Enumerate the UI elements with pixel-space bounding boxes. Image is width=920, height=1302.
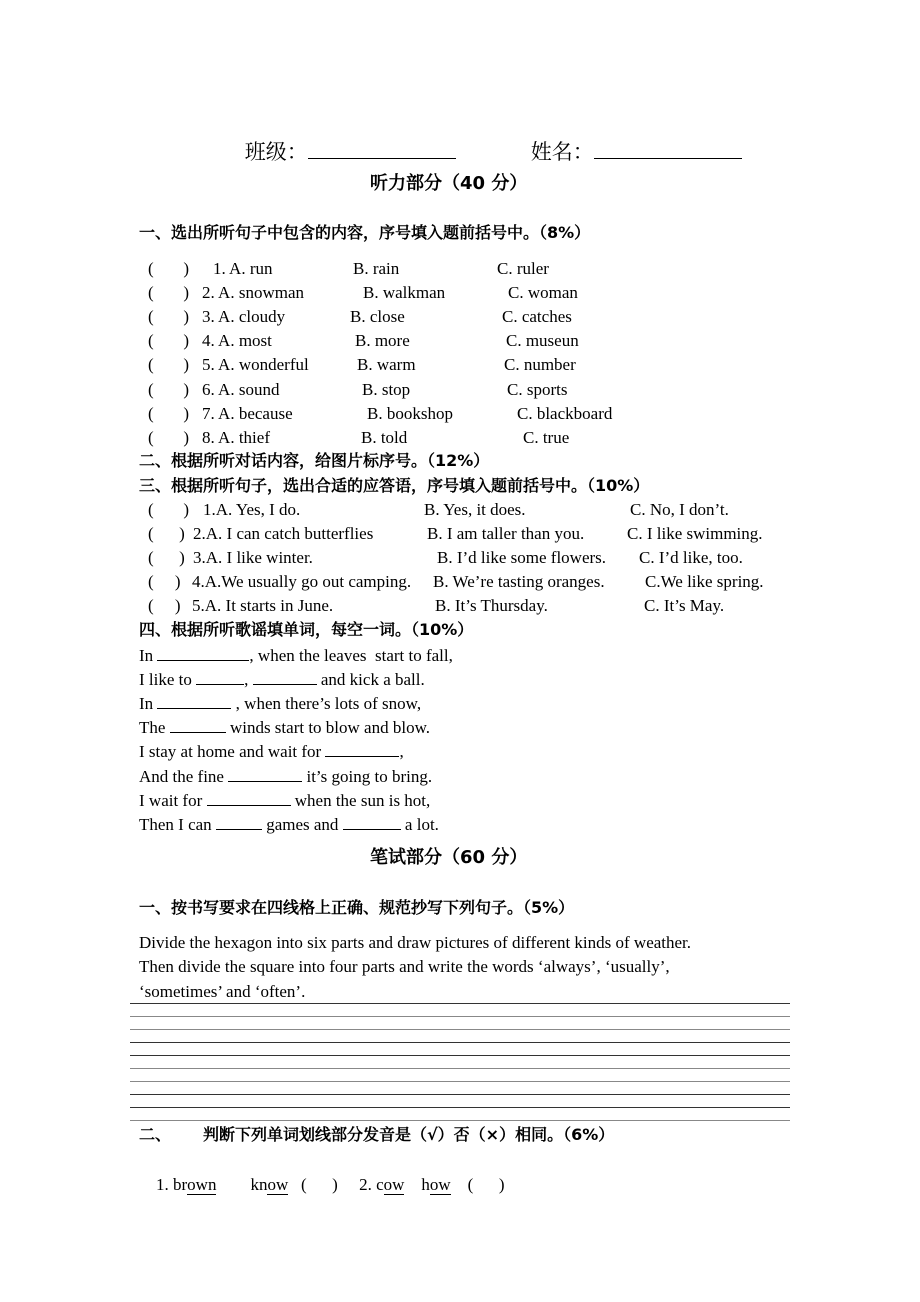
song-line — [139, 813, 439, 835]
question-option-b: B. close — [350, 307, 405, 327]
song-line — [139, 740, 404, 762]
response-option-c: C.We like spring. — [645, 572, 764, 592]
word: cow — [376, 1175, 405, 1194]
question-option-a: 5. A. wonderful — [202, 355, 309, 375]
song-text: And the fine — [139, 766, 229, 786]
question-option-b: B. bookshop — [367, 403, 453, 423]
song-text: I like to — [139, 670, 197, 690]
question-option-a: 1. A. run — [213, 259, 273, 278]
class-label: 班级： — [244, 140, 308, 164]
answer-bracket[interactable]: ( ) — [148, 596, 181, 616]
response-option-b: B. Yes, it does. — [424, 500, 526, 519]
fill-blank[interactable] — [170, 716, 226, 733]
answer-bracket[interactable]: ( ) — [148, 259, 190, 278]
question-option-c: C. number — [504, 355, 576, 375]
listening-title: 听力部分（40 分） — [370, 173, 528, 194]
response-option-a: 1.A. Yes, I do. — [203, 500, 301, 519]
word: how — [421, 1175, 451, 1194]
question-option-b: B. warm — [357, 355, 416, 375]
song-line — [139, 644, 453, 666]
grid-line — [130, 1081, 790, 1082]
song-text: when the sun is hot, — [290, 790, 431, 810]
fill-blank[interactable] — [228, 765, 302, 782]
answer-bracket[interactable]: ( ) — [148, 379, 190, 399]
answer-bracket[interactable]: ( ) — [300, 1175, 338, 1194]
answer-bracket[interactable]: ( ) — [148, 548, 185, 568]
fill-blank[interactable] — [207, 789, 291, 806]
copy-text-line: Divide the hexagon into six parts and draw pictures of different kinds of weather. — [139, 933, 692, 952]
answer-bracket[interactable]: ( ) — [148, 524, 185, 544]
answer-bracket[interactable]: ( ) — [148, 355, 190, 375]
answer-bracket[interactable]: ( ) — [148, 307, 190, 327]
song-text: winds start to blow and blow. — [225, 718, 430, 738]
response-option-b: B. We’re tasting oranges. — [433, 572, 605, 592]
item-number: 1. — [156, 1175, 169, 1194]
response-option-a: 2.A. I can catch butterflies — [193, 524, 374, 544]
answer-bracket[interactable]: ( ) — [148, 283, 190, 303]
grid-line — [130, 1107, 790, 1108]
song-line — [139, 668, 425, 690]
question-option-b: B. more — [355, 331, 410, 351]
question-option-a: 7. A. because — [202, 403, 293, 423]
listening-part1-heading: 一、选出所听句子中包含的内容，序号填入题前括号中。（8%） — [139, 223, 591, 242]
question-option-c: C. museun — [506, 331, 579, 351]
question-option-b: B. told — [361, 427, 408, 447]
song-line — [139, 692, 421, 714]
answer-bracket[interactable]: ( ) — [148, 331, 190, 351]
response-option-b: B. I am taller than you. — [427, 524, 585, 544]
copy-text-line: Then divide the square into four parts and write the words ‘always’, ‘usually’, — [139, 957, 670, 976]
question-option-a: 3. A. cloudy — [202, 307, 286, 327]
song-line — [139, 789, 430, 811]
song-line — [139, 716, 430, 738]
question-option-c: C. ruler — [497, 259, 549, 278]
fill-blank[interactable] — [343, 813, 401, 830]
listening-part2-heading: 二、根据所听对话内容，给图片标序号。（12%） — [139, 451, 490, 470]
listening-part3-heading: 三、根据所听句子，选出合适的应答语，序号填入题前括号中。（10%） — [139, 476, 650, 495]
grid-line — [130, 1029, 790, 1030]
word: brown — [173, 1175, 217, 1194]
fill-blank[interactable] — [253, 668, 317, 685]
song-text: games and — [261, 814, 343, 834]
name-field — [504, 122, 742, 182]
response-option-b: B. It’s Thursday. — [435, 596, 548, 616]
fill-blank[interactable] — [196, 668, 244, 685]
question-option-b: B. stop — [362, 379, 411, 399]
written-part1-heading: 一、按书写要求在四线格上正确、规范抄写下列句子。（5%） — [139, 898, 575, 917]
class-blank[interactable] — [308, 142, 456, 159]
word: know — [250, 1175, 289, 1194]
name-blank[interactable] — [594, 142, 742, 159]
song-text: a lot. — [400, 814, 439, 834]
song-text: Then I can — [139, 814, 216, 834]
question-option-c: C. blackboard — [517, 403, 613, 423]
copy-text-line: ‘sometimes’ and ‘often’. — [139, 982, 306, 1001]
response-option-c: C. No, I don’t. — [630, 500, 729, 519]
fill-blank[interactable] — [157, 692, 231, 709]
song-text: I stay at home and wait for — [139, 742, 326, 762]
name-label: 姓名： — [530, 140, 594, 164]
response-option-c: C. I like swimming. — [627, 524, 763, 544]
grid-line — [130, 1068, 790, 1069]
response-option-a: 4.A.We usually go out camping. — [192, 572, 412, 592]
question-option-a: 2. A. snowman — [202, 283, 304, 303]
answer-bracket[interactable]: ( ) — [148, 403, 190, 423]
question-option-b: B. rain — [353, 259, 400, 278]
song-text: and kick a ball. — [316, 670, 425, 690]
song-line — [139, 765, 432, 787]
answer-bracket[interactable]: ( ) — [467, 1175, 505, 1194]
written-part2-number: 二、 — [139, 1125, 172, 1144]
fill-blank[interactable] — [325, 740, 399, 757]
song-text: I wait for — [139, 790, 207, 810]
song-text: , when the leaves start to fall, — [249, 646, 453, 665]
question-option-a: 6. A. sound — [202, 379, 280, 399]
grid-line — [130, 1094, 790, 1095]
song-text: In — [139, 694, 158, 714]
grid-line — [130, 1120, 790, 1121]
question-option-c: C. true — [523, 427, 570, 447]
question-option-a: 8. A. thief — [202, 427, 270, 447]
song-text: , — [399, 742, 404, 762]
response-option-c: C. It’s May. — [644, 596, 725, 616]
listening-part4-heading: 四、根据所听歌谣填单词，每空一词。（10%） — [139, 620, 474, 639]
written-title: 笔试部分（60 分） — [370, 847, 528, 868]
question-option-c: C. sports — [507, 379, 568, 399]
response-option-b: B. I’d like some flowers. — [437, 548, 607, 568]
answer-bracket[interactable]: ( ) — [148, 427, 190, 447]
song-text: , when there’s lots of snow, — [231, 694, 422, 714]
question-option-c: C. woman — [508, 283, 578, 303]
question-option-b: B. walkman — [363, 283, 446, 303]
response-option-c: C. I’d like, too. — [639, 548, 743, 568]
pronunciation-item — [139, 1155, 505, 1215]
answer-bracket[interactable]: ( ) — [148, 500, 190, 519]
written-part2-heading: 判断下列单词划线部分发音是（√）否（×）相同。（6%） — [203, 1125, 615, 1144]
question-option-c: C. catches — [502, 307, 572, 327]
grid-line — [130, 1003, 790, 1004]
question-option-a: 4. A. most — [202, 331, 272, 351]
response-option-a: 5.A. It starts in June. — [192, 596, 334, 616]
grid-line — [130, 1042, 790, 1043]
song-text: The — [139, 718, 170, 738]
song-text: it’s going to bring. — [302, 766, 433, 786]
answer-bracket[interactable]: ( ) — [148, 572, 181, 592]
response-option-a: 3.A. I like winter. — [193, 548, 313, 568]
item-number: 2. — [359, 1175, 372, 1194]
fill-blank[interactable] — [157, 644, 249, 661]
grid-line — [130, 1055, 790, 1056]
fill-blank[interactable] — [216, 813, 262, 830]
grid-line — [130, 1016, 790, 1017]
song-text: In — [139, 646, 158, 665]
song-text: , — [244, 670, 253, 690]
